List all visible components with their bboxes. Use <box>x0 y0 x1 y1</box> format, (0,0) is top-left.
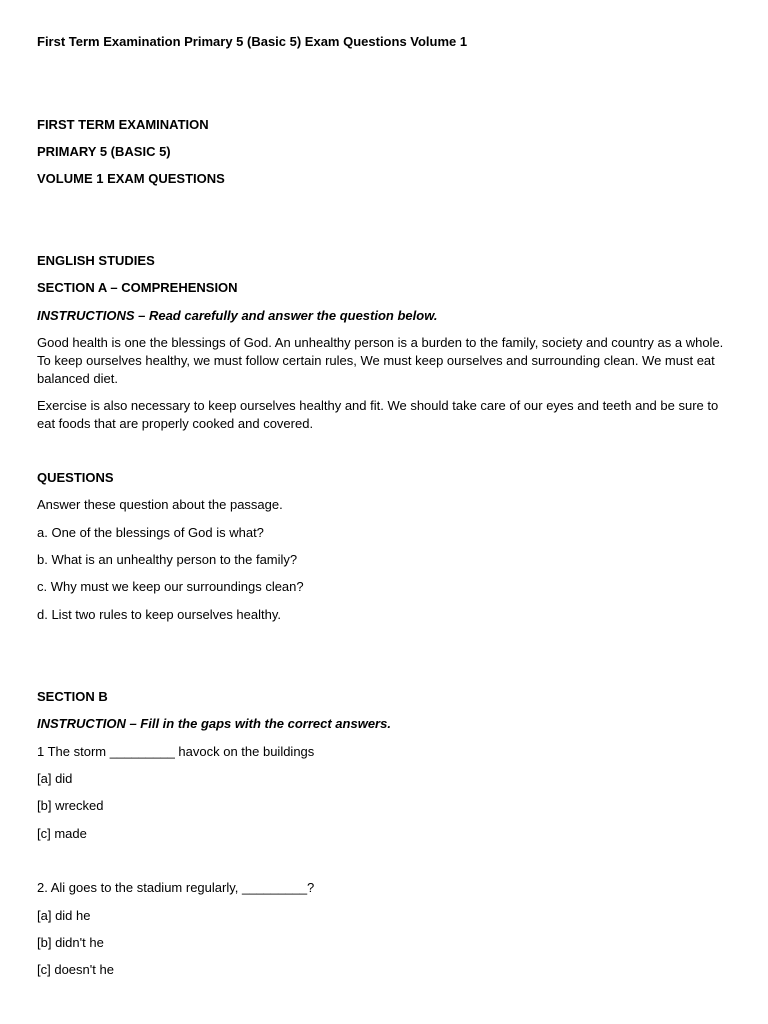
gap-question-1: 1 The storm _________ havock on the buildings <box>37 744 315 759</box>
answer-option: [a] did he <box>37 908 91 923</box>
passage-paragraph-2: Exercise is also necessary to keep ourselves healthy and fit. We should take care of our eyes and teeth and be sure to eat foods that are properly cooked and covered. <box>37 398 719 431</box>
answer-option: [b] wrecked <box>37 798 104 813</box>
question-item: d. List two rules to keep ourselves healthy. <box>37 607 281 622</box>
section-a-title: SECTION A – COMPREHENSION <box>37 280 238 295</box>
question-item: c. Why must we keep our surroundings clean? <box>37 579 304 594</box>
answer-option: [a] did <box>37 771 73 786</box>
question-item: a. One of the blessings of God is what? <box>37 525 264 540</box>
exam-header-line-3: VOLUME 1 EXAM QUESTIONS <box>37 171 225 186</box>
questions-intro: Answer these question about the passage. <box>37 497 283 512</box>
gap-question-2: 2. Ali goes to the stadium regularly, _________? <box>37 880 315 895</box>
subject-heading: ENGLISH STUDIES <box>37 253 155 268</box>
section-b-instruction: INSTRUCTION – Fill in the gaps with the correct answers. <box>37 716 391 731</box>
questions-heading: QUESTIONS <box>37 470 114 485</box>
section-b-title: SECTION B <box>37 689 108 704</box>
exam-header-line-2: PRIMARY 5 (BASIC 5) <box>37 144 171 159</box>
answer-option: [c] doesn't he <box>37 962 114 977</box>
document-title: First Term Examination Primary 5 (Basic 5) Exam Questions Volume 1 <box>37 34 468 49</box>
answer-option: [c] made <box>37 826 87 841</box>
exam-header-line-1: FIRST TERM EXAMINATION <box>37 117 209 132</box>
answer-option: [b] didn't he <box>37 935 104 950</box>
question-item: b. What is an unhealthy person to the family? <box>37 552 298 567</box>
passage-paragraph-1: Good health is one the blessings of God. An unhealthy person is a burden to the family, society and country as a whole. To keep ourselves healthy, we must follow certain rules, We must keep ourselves and surrounding clean. We must eat balanced diet. <box>37 335 724 386</box>
section-a-instructions: INSTRUCTIONS – Read carefully and answer the question below. <box>37 308 438 323</box>
